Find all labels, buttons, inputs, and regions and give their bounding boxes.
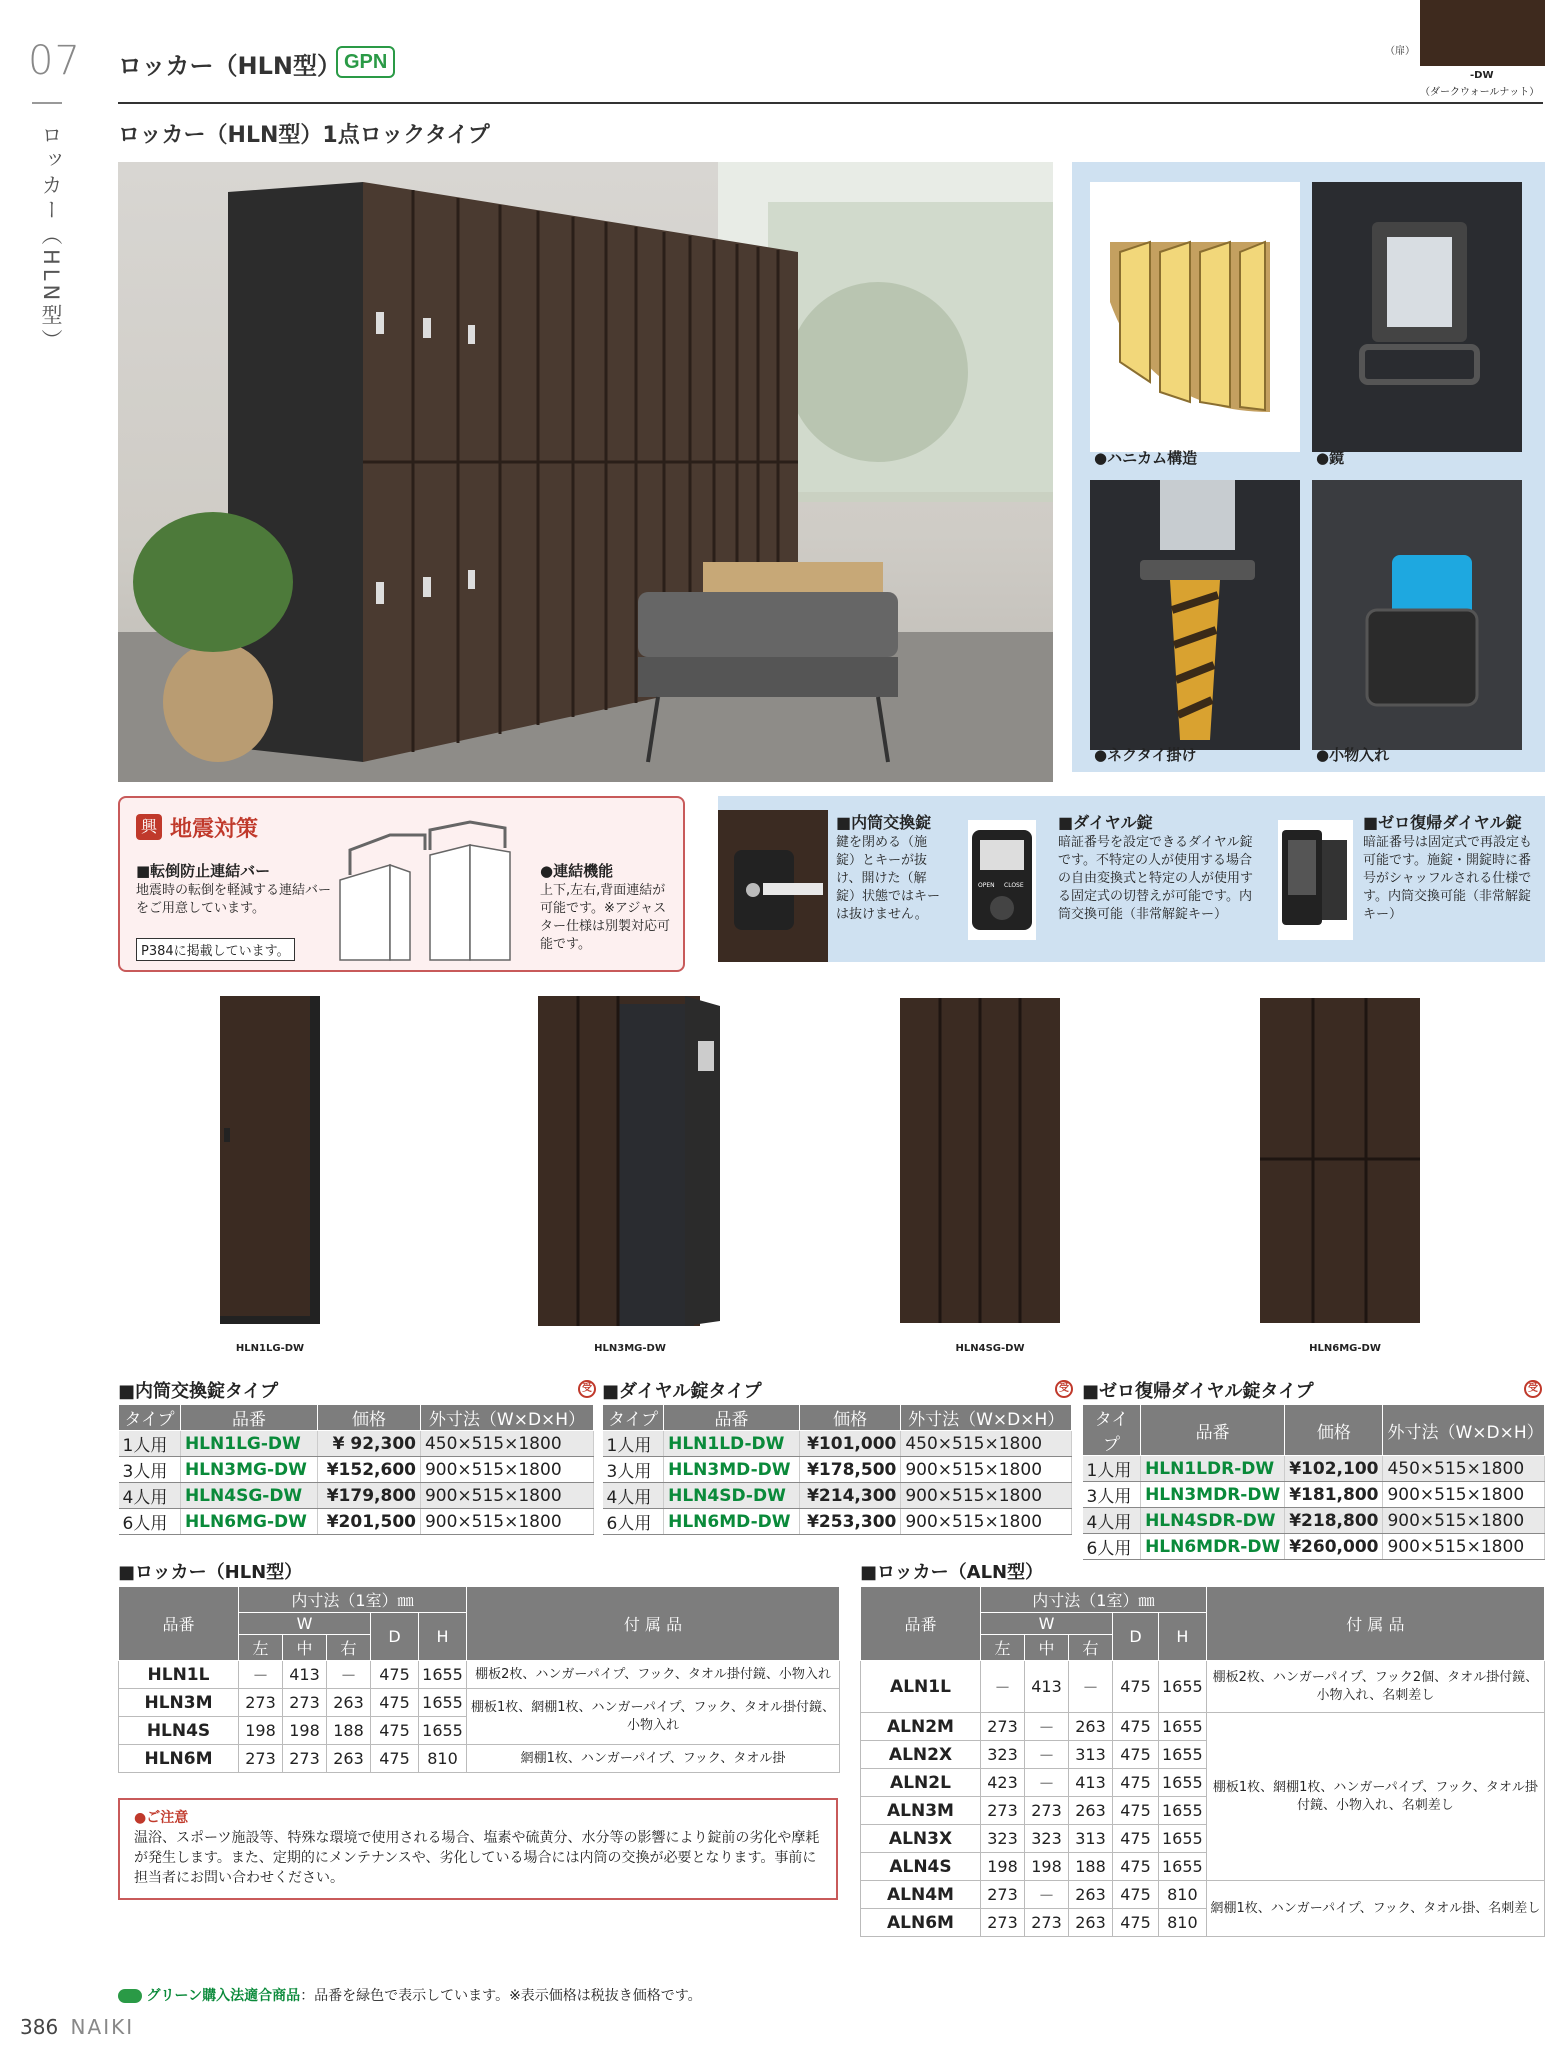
- lock-types-panel: [718, 796, 1545, 962]
- product-label-1: HLN1LG-DW: [235, 1343, 305, 1354]
- hln-dim-title: ■ロッカー（HLN型）: [118, 1562, 303, 1583]
- chapter-number: 07: [28, 38, 81, 84]
- table-row: HLN4S 198 198 188 475 1655: [119, 1717, 840, 1745]
- page-number: 386: [20, 2015, 59, 2039]
- cylinder-lock-head: ■内筒交換錠: [836, 813, 932, 832]
- green-footnote: [118, 1985, 702, 2005]
- table-row: 4人用 HLN4SDR-DW ¥218,800 900×515×1800: [1083, 1508, 1545, 1534]
- product-label-2: HLN3MG-DW: [594, 1343, 666, 1354]
- table-row: ALN4M 273 － 263 475 810 網棚1枚、ハンガーパイプ、フック、タオル掛、名刺差し: [861, 1881, 1545, 1909]
- col-item: 品番: [180, 1405, 317, 1431]
- table-row: 4人用 HLN4SG-DW ¥179,800 900×515×1800: [119, 1483, 594, 1509]
- swatch-name: （ダークウォールナット）: [1420, 87, 1540, 98]
- tie-hanger-image: [1090, 480, 1300, 750]
- feature-panel: [1072, 162, 1545, 772]
- table-row: ALN4S 198 198 188 475 1655: [861, 1853, 1545, 1881]
- header-rule: [118, 102, 1543, 104]
- page-title: ロッカー（HLN型）: [118, 52, 341, 80]
- product-label-4: HLN6MG-DW: [1309, 1343, 1381, 1354]
- feature-caption-tie: ●ネクタイ掛け: [1094, 746, 1197, 764]
- hln-dimension-table: 品番 内寸法（1室）㎜ 付 属 品 W D H 左 中 右 HLN1L － 413 － 475 1655 棚板2枚、ハンガーパイプ、フック、タオル掛付鏡、小物入れ HLN3M 273 273 263 475 1655 棚板1枚、網棚1枚、ハンガーパイプ、フック、タオル掛付鏡、小物入れ HLN4S 198 198 188 475 1655 HLN6M 273 273 263 475 810 網棚1枚、ハンガーパイプ、フック、タオル掛: [118, 1586, 840, 1773]
- product-lineup: [210, 996, 1450, 1331]
- dial-lock-head: ■ダイヤル錠: [1058, 813, 1153, 832]
- small-tray-image: [1312, 480, 1522, 750]
- quake-link-head: ●連結機能: [540, 862, 614, 880]
- table-row: HLN3M 273 273 263 475 1655 棚板1枚、網棚1枚、ハンガーパイプ、フック、タオル掛付鏡、小物入れ: [119, 1689, 840, 1717]
- price-table-title-1: ■内筒交換錠タイプ: [118, 1381, 279, 1402]
- quake-bar-head: ■転倒防止連結バー: [136, 862, 271, 880]
- table-row: ALN2L 423 － 413 475 1655: [861, 1769, 1545, 1797]
- brand-name: NAIKI: [70, 2015, 135, 2039]
- product-hln4sg: [900, 998, 1060, 1323]
- zero-lock-text: 暗証番号は固定式で再設定も可能です。施錠・開錠時に番号がシャッフルされる仕様です。内筒交換可能（非常解錠キー）: [1363, 835, 1533, 922]
- caution-head: ●ご注意: [134, 1810, 189, 1826]
- price-table-title-3: ■ゼロ復帰ダイヤル錠タイプ: [1082, 1381, 1314, 1402]
- vertical-section-title: ロッカー（HLN型）: [39, 124, 63, 355]
- table-row: ALN2X 323 － 313 475 1655: [861, 1741, 1545, 1769]
- quake-icon: 興: [136, 814, 162, 840]
- col-type: タイプ: [119, 1405, 181, 1431]
- feature-caption-mirror: ●鏡: [1316, 449, 1345, 467]
- locker-room-illustration: [118, 162, 1053, 782]
- quake-ref: P384に掲載しています。: [136, 938, 295, 961]
- table-row: 1人用 HLN1LD-DW ¥101,000 450×515×1800: [603, 1431, 1072, 1457]
- connection-bar-diagram: [330, 820, 520, 965]
- table-row: HLN1L － 413 － 475 1655 棚板2枚、ハンガーパイプ、フック、タオル掛付鏡、小物入れ: [119, 1661, 840, 1689]
- price-table-title-2: ■ダイヤル錠タイプ: [602, 1381, 762, 1402]
- price-table-zero-dial: タイプ 品番 価格 外寸法（W×D×H） 1人用 HLN1LDR-DW ¥102,100 450×515×1800 3人用 HLN3MDR-DW ¥181,800 900×515×1800 4人用 HLN4SDR-DW ¥218,800 900×515×1800 6人用 HLN6MDR-DW ¥260,000 900×515×1800: [1082, 1404, 1545, 1560]
- quake-link-text: 上下,左右,背面連結が可能です。※アジャスター仕様は別製対応可能です。: [540, 883, 671, 952]
- dial-open-label: OPEN: [978, 882, 995, 889]
- product-label-3: HLN4SG-DW: [955, 1343, 1025, 1354]
- dial-lock-image: [968, 820, 1036, 940]
- table-row: 4人用 HLN4SD-DW ¥214,300 900×515×1800: [603, 1483, 1072, 1509]
- price-table-dial: タイプ 品番 価格 外寸法（W×D×H） 1人用 HLN1LD-DW ¥101,000 450×515×1800 3人用 HLN3MD-DW ¥178,500 900×515×1800 4人用 HLN4SD-DW ¥214,300 900×515×1800 6人用 HLN6MD-DW ¥253,300 900×515×1800: [602, 1404, 1072, 1535]
- mirror-image: [1312, 182, 1522, 452]
- table-row: 3人用 HLN3MD-DW ¥178,500 900×515×1800: [603, 1457, 1072, 1483]
- dial-lock-text: 暗証番号を設定できるダイヤル錠です。不特定の人が使用する場合の自由変換式と特定の人が使用する固定式の切替えが可能です。内筒交換可能（非常解錠キー）: [1058, 835, 1254, 922]
- quake-title: 地震対策: [170, 817, 259, 842]
- table-row: ALN3M 273 273 263 475 1655: [861, 1797, 1545, 1825]
- table-row: ALN1L － 413 － 475 1655 棚板2枚、ハンガーパイプ、フック2個、タオル掛付鏡、小物入れ、名刺差し: [861, 1661, 1545, 1713]
- table-row: 1人用 HLN1LDR-DW ¥102,100 450×515×1800: [1083, 1456, 1545, 1482]
- quake-bar-text: 地震時の転倒を軽減する連結バーをご用意しています。: [136, 883, 332, 916]
- page-footer: [20, 2015, 134, 2039]
- color-swatch: [1420, 0, 1545, 66]
- table-row: HLN6M 273 273 263 475 810 網棚1枚、ハンガーパイプ、フック、タオル掛: [119, 1745, 840, 1773]
- price-table-cylinder: [118, 1404, 594, 1535]
- green-footnote-label: グリーン購入法適合商品: [146, 1988, 301, 2004]
- section-subtitle: ロッカー（HLN型）1点ロックタイプ: [118, 123, 490, 148]
- table-row: 6人用 HLN6MDR-DW ¥260,000 900×515×1800: [1083, 1534, 1545, 1560]
- chapter-divider: [32, 102, 62, 104]
- order-mark-3: 受: [1524, 1380, 1542, 1398]
- aln-dimension-table: 品番 内寸法（1室）㎜ 付 属 品 W D H 左 中 右 ALN1L － 413 － 475 1655 棚板2枚、ハンガーパイプ、フック2個、タオル掛付鏡、小物入れ、名刺差し ALN2M 273 － 263 475 1655 棚板1枚、網棚1枚、ハンガーパイプ、フック、タオル掛付鏡、小物入れ、名刺差し ALN2X 323 － 313 475 1655 ALN2L 423 － 413 475 1655 ALN3M 273 273 263 475 1655 ALN3X 323 323 313 475 1655 ALN4S 198 198 188 475 1655 ALN4M 273 － 263 475 810 網棚1枚、ハンガーパイプ、フック、タオル掛、名刺差し ALN6M 273 273 263 475 810: [860, 1586, 1545, 1937]
- caution-box: [118, 1798, 838, 1900]
- table-row: 6人用 HLN6MG-DW ¥201,500 900×515×1800: [119, 1509, 594, 1535]
- table-row: 6人用 HLN6MD-DW ¥253,300 900×515×1800: [603, 1509, 1072, 1535]
- table-row: 1人用 HLN1LG-DW ¥ 92,300 450×515×1800: [119, 1431, 594, 1457]
- feature-caption-honeycomb: ●ハニカム構造: [1094, 449, 1198, 467]
- col-price: 価格: [318, 1405, 421, 1431]
- swatch-code: -DW: [1470, 70, 1494, 81]
- main-room-photo: [118, 162, 1053, 782]
- aln-dim-title: ■ロッカー（ALN型）: [860, 1562, 1044, 1583]
- product-hln3mg: [538, 996, 720, 1326]
- zero-lock-head: ■ゼロ復帰ダイヤル錠: [1363, 813, 1522, 832]
- table-row: ALN2M 273 － 263 475 1655 棚板1枚、網棚1枚、ハンガーパイプ、フック、タオル掛付鏡、小物入れ、名刺差し: [861, 1713, 1545, 1741]
- earthquake-box: [118, 796, 685, 972]
- swatch-label: （扉）: [1385, 46, 1415, 57]
- col-size: 外寸法（W×D×H）: [420, 1405, 593, 1431]
- product-hln1lg: [220, 996, 320, 1324]
- table-row: ALN3X 323 323 313 475 1655: [861, 1825, 1545, 1853]
- gpn-badge: GPN: [336, 46, 395, 78]
- feature-caption-tray: ●小物入れ: [1316, 746, 1390, 764]
- table-row: 3人用 HLN3MDR-DW ¥181,800 900×515×1800: [1083, 1482, 1545, 1508]
- honeycomb-image: [1090, 182, 1300, 452]
- dial-close-label: CLOSE: [1004, 882, 1024, 889]
- green-footnote-text: ：品番を緑色で表示しています。※表示価格は税抜き価格です。: [300, 1988, 702, 2004]
- cylinder-lock-text: 鍵を閉める（施錠）とキーが抜け、開けた（解錠）状態ではキーは抜けません。: [836, 835, 941, 922]
- product-hln6mg: [1260, 998, 1420, 1323]
- green-mark-icon: [118, 1989, 142, 2003]
- table-row: ALN6M 273 273 263 475 810: [861, 1909, 1545, 1937]
- order-mark-1: 受: [578, 1380, 596, 1398]
- zero-dial-lock-image: [1278, 820, 1353, 940]
- cylinder-lock-image: [718, 810, 828, 962]
- caution-text: 温浴、スポーツ施設等、特殊な環境で使用される場合、塩素や硫黄分、水分等の影響により錠前の劣化や摩耗が発生します。また、定期的にメンテナンスや、劣化している場合には内筒の交換が必要となります。事前に担当者にお問い合わせください。: [134, 1830, 820, 1886]
- order-mark-2: 受: [1055, 1380, 1073, 1398]
- table-row: 3人用 HLN3MG-DW ¥152,600 900×515×1800: [119, 1457, 594, 1483]
